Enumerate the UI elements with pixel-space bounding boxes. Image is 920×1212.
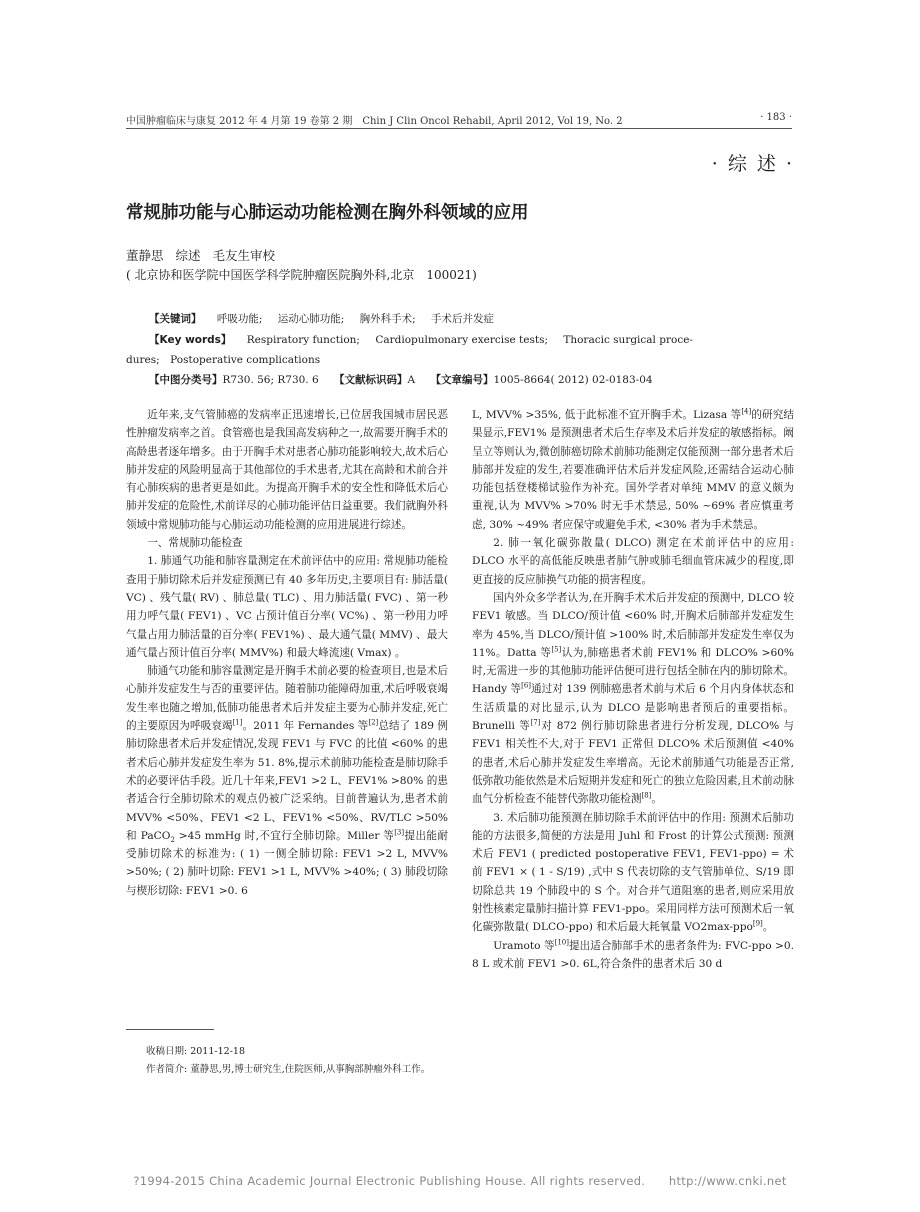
classification-line: [149, 372, 653, 387]
paragraph: 肺通气功能和肺容量测定是开胸手术前必要的检查项目,也是术后心肺并发症发生与否的重要评估。随着肺功能障碍加重,术后呼吸衰竭发生率也随之增加,低肺功能患者术后并发症主要为心肺并发症,死亡的主要原因为呼吸衰竭[1]。2011 年 Fernandes 等[2]总结了 189 例肺切除患者术后并发症情况,发现 FEV1 与 FVC 的比值 <60% 的患者术后心肺并发症发生率为 51. 8%,提示术前肺功能检查是肺切除手术的必要评估手段。近几十年来,FEV1 >2 L、FEV1% >80% 的患者适合行全肺切除术的观点仍被广泛采纳。目前普遍认为,患者术前 MVV% <50%、FEV1 <2 L、FEV1% <50%、RV/TLC >50% 和 PaCO$_2$ >45 mmHg 时,不宜行全肺切除。Miller 等[3]提出能耐受肺切除术的标准为: ( 1) 一侧全肺切除: FEV1 >2 L, MVV% >50%; ( 2) 肺叶切除: FEV1 >1 L, MVV% >40%; ( 3) 肺段切除与楔形切除: FEV1 >0. 6: [126, 665, 448, 897]
copyright-footer: ?1994-2015 China Academic Journal Electronic Publishing House. All rights reserved. http://www.cnki.net: [133, 1174, 787, 1188]
keyword: 手术后并发症: [431, 313, 495, 325]
article-id-label: 【文章编号】: [430, 374, 494, 386]
citation: [2]: [368, 718, 379, 727]
paragraph: 国内外众多学者认为,在开胸手术术后并发症的预测中, DLCO 较 FEV1 敏感。当 DLCO/预计值 <60% 时,开胸术后肺部并发症发生率为 45%,当 DLCO/预计值 >100% 时,术后肺部并发症发生率仅为 11%。Datta 等[5]认为,肺癌患者术前 FEV1% 和 DLCO% >60% 时,无需进一步的其他肺功能评估便可进行包括全肺在内的肺切除术。Handy 等[6]通过对 139 例肺癌患者术前与术后 6 个月内身体状态和生活质量的对比显示,认为 DLCO 是影响患者预后的重要指标。Brunelli 等[7]对 872 例行肺切除患者进行分析发现, DLCO% 与 FEV1 相关性不大,对于 FEV1 正常但 DLCO% 术后预测值 <40% 的患者,术后心肺并发症发生率增高。无论术前肺通气功能是否正常,低弥散功能依然是术后短期并发症和死亡的独立危险因素,且术前动脉血气分析检查不能替代弥散功能检测[8]。: [472, 591, 794, 806]
article-id: 1005-8664( 2012) 02-0183-04: [493, 374, 653, 386]
doc-code: A: [407, 374, 416, 386]
footnote-rule: [126, 1029, 214, 1030]
citation: [3]: [394, 828, 405, 837]
keyword: Thoracic surgical proce-: [563, 334, 693, 346]
article-title: 常规肺功能与心肺运动功能检测在胸外科领域的应用: [126, 203, 529, 223]
keywords-en-continued: dures; Postoperative complications: [126, 354, 321, 366]
citation: [1]: [232, 718, 243, 727]
footnote-author: 作者简介: 董静思,男,博士研究生,住院医师,从事胸部肿瘤外科工作。: [146, 1064, 431, 1075]
section-tag: · 综 述 ·: [711, 153, 794, 175]
doc-code-label: 【文献标识码】: [334, 374, 408, 386]
paragraph: 近年来,支气管肺癌的发病率正迅速增长,已位居我国城市居民恶性肿瘤发病率之首。食管癌也是我国高发病种之一,故需要开胸手术的高龄患者逐年增多。由于开胸手术对患者心肺功能影响较大,故术后心肺并发症的风险明显高于其他部位的手术患者,尤其在高龄和术前合并有心肺疾病的患者更是如此。为提高开胸手术的安全性和降低术后心肺并发症的危险性,术前详尽的心肺功能评估日益重要。我们就胸外科领域中常规肺功能与心肺运动功能检测的应用进展进行综述。: [126, 409, 448, 531]
keyword: 胸外科手术;: [359, 313, 416, 325]
paragraph: 3. 术后肺功能预测在肺切除手术前评估中的作用: 预测术后肺功能的方法很多,简便的方法是用 Juhl 和 Frost 的计算公式预测: 预测术后 FEV1 ( predicted postoperative FEV1, FEV1-ppo) = 术前 FEV1 × ( 1 - S/19) ,式中 S 代表切除的支气管肺单位、S/19 即切除总共 19 个肺段中的 S 个。对合并气道阻塞的患者,则应采用放射性核素定量肺扫描计算 FEV1-ppo。采用同样方法可预测术后一氧化碳弥散量( DLCO-ppo) 和术后最大耗氧量 VO2max-ppo[9]。: [472, 811, 794, 934]
paragraph: 2. 肺一氧化碳弥散量( DLCO) 测定在术前评估中的应用: DLCO 水平的高低能反映患者肺气肿或肺毛细血管床减少的程度,即更直接的反应肺换气功能的损害程度。: [472, 537, 794, 586]
clc-label: 【中图分类号】: [149, 374, 223, 386]
citation: [9]: [752, 919, 763, 928]
keyword: 呼吸功能;: [216, 313, 263, 325]
subscript: 2: [170, 835, 175, 844]
running-head: 中国肿瘤临床与康复 2012 年 4 月第 19 卷第 2 期 Chin J Clin Oncol Rehabil, April 2012, Vol 19, No. 2: [126, 116, 623, 127]
footnote-received: 收稿日期: 2011-12-18: [146, 1046, 245, 1057]
keywords-cn-label: 【关键词】: [149, 313, 202, 325]
keyword: Respiratory function;: [246, 334, 360, 346]
authors: [126, 246, 283, 264]
paragraph: L, MVV% >35%, 低于此标准不宜开胸手术。Lizasa 等[4]的研究结果显示,FEV1% 是预测患者术后生存率及术后并发症的敏感指标。阚呈立等则认为,微创肺癌切除术前肺功能测定仅能预测一部分患者术后肺部并发症的发生,若要准确评估术后并发症风险,还需结合运动心肺功能包括登楼梯试验作为补充。国外学者对单纯 MMV 的意义颇为重视,认为 MVV% >70% 时无手术禁忌, 50% ~69% 者应慎重考虑, 30% ~49% 者应保守或避免手术, <30% 者为手术禁忌。: [472, 407, 794, 531]
clc-code: R730. 56; R730. 6: [222, 374, 319, 386]
keywords-cn: [149, 311, 494, 326]
page-number: · 183 ·: [760, 112, 792, 123]
paragraph: 1. 肺通气功能和肺容量测定在术前评估中的应用: 常规肺功能检查用于肺切除术后并发症预测已有 40 多年历史,主要项目有: 肺活量( VC) 、残气量( RV) 、肺总量( TLC) 、用力肺活量( FVC) 、第一秒用力呼气量( FEV1) 、VC 占预计值百分率( VC%) 、第一秒用力呼气量占用力肺活量的百分率( FEV1%) 、最大通气量( MMV) 、最大通气量占预计值百分率( MMV%) 和最大峰流速( Vmax) 。: [126, 555, 448, 659]
author-role: 综述: [175, 248, 201, 263]
keywords-en-label: 【Key words】: [149, 334, 232, 346]
citation: [4]: [741, 407, 752, 416]
citation: [8]: [641, 791, 652, 800]
keyword: Cardiopulmonary exercise tests;: [375, 334, 548, 346]
citation: [5]: [551, 645, 562, 654]
citation: [7]: [530, 718, 541, 727]
reviewer: 毛友生审校: [212, 248, 276, 263]
paragraph: Uramoto 等[10]提出适合肺部手术的患者条件为: FVC-ppo >0. 8 L 或术前 FEV1 >0. 6L,符合条件的患者术后 30 d: [472, 938, 794, 970]
affiliation: ( 北京协和医学院中国医学科学院肿瘤医院胸外科,北京 100021): [126, 268, 477, 282]
keywords-en: [149, 332, 693, 347]
body-right-column: [472, 406, 794, 973]
author-name: 董静思: [126, 248, 164, 263]
body-left-column: [126, 406, 448, 900]
header-rule: [126, 128, 792, 129]
keyword: 运动心肺功能;: [277, 313, 345, 325]
citation: [10]: [554, 938, 569, 947]
section-heading: 一、常规肺功能检查: [147, 537, 243, 550]
citation: [6]: [521, 681, 532, 690]
